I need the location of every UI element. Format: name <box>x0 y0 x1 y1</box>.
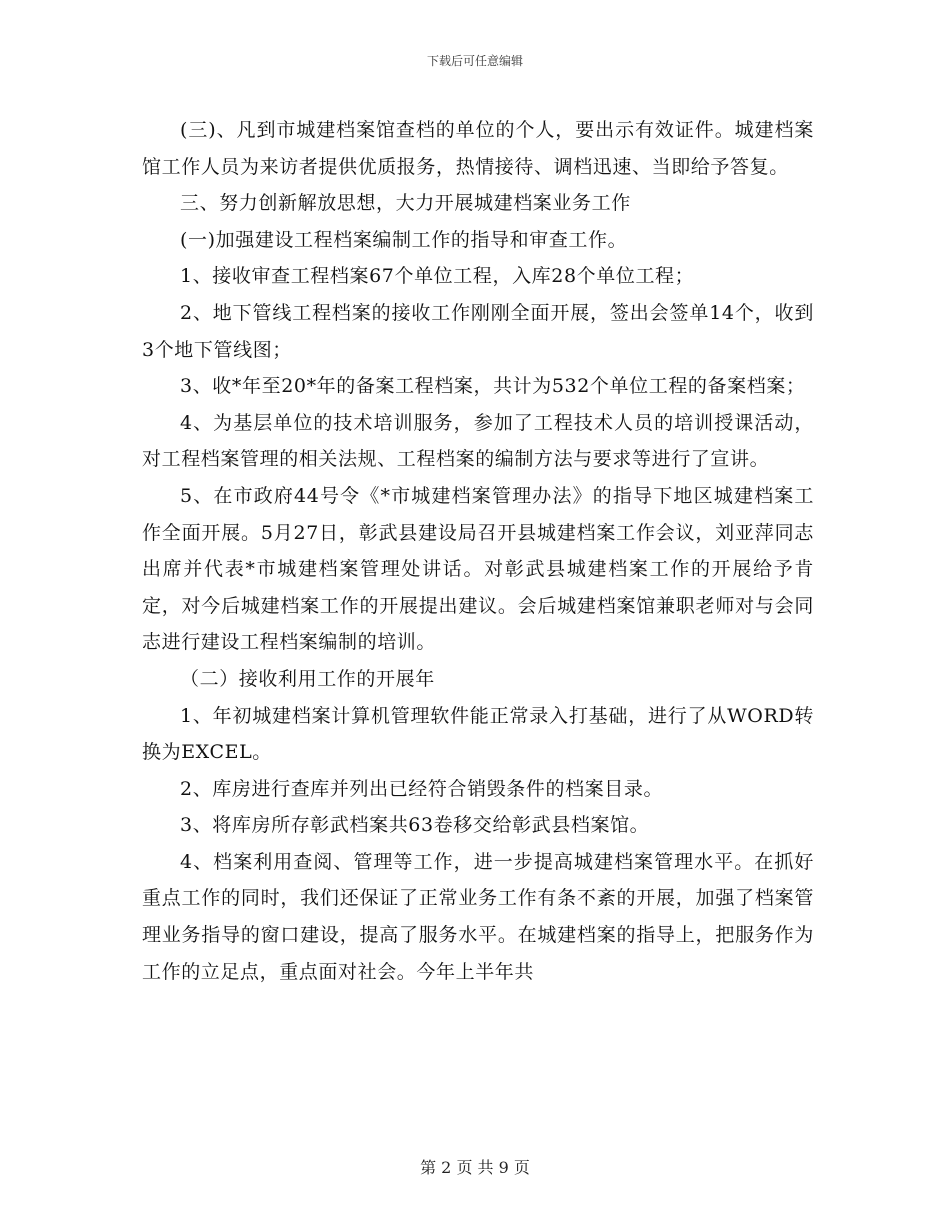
list-item-1: 1、接收审查工程档案67个单位工程，入库28个单位工程； <box>180 265 695 288</box>
section-heading-3: 三、努力创新解放思想，大力开展城建档案业务工作 <box>180 192 631 215</box>
list-item-2: 2、地下管线工程档案的接收工作刚刚全面开展，签出会签单14个，收到3个地下管线图； <box>142 301 814 361</box>
subsection-heading-1: (一)加强建设工程档案编制工作的指导和审查工作。 <box>180 228 628 251</box>
list-item-9: 4、档案利用查阅、管理等工作，进一步提高城建档案管理水平。在抓好重点工作的同时，我们还保证了正常业务工作有条不紊的开展，加强了档案管理业务指导的窗口建设，提高了服务水平。在城建档案的指导上，把服务作为工作的立足点，重点面对社会。今年上半年共 <box>142 850 814 983</box>
document-body <box>142 112 814 990</box>
paragraph-1: (三)、凡到市城建档案馆查档的单位的个人，要出示有效证件。城建档案馆工作人员为来访者提供优质报务，热情接待、调档迅速、当即给予答复。 <box>142 119 814 178</box>
list-item-7: 2、库房进行查库并列出已经符合销毁条件的档案目录。 <box>180 777 664 800</box>
list-item-8: 3、将库房所存彰武档案共63卷移交给彰武县档案馆。 <box>180 814 650 837</box>
page-number: 第 2 页 共 9 页 <box>420 1158 530 1177</box>
header-note: 下载后可任意编辑 <box>426 54 523 68</box>
list-item-3: 3、收*年至20*年的备案工程档案，共计为532个单位工程的备案档案； <box>180 375 806 398</box>
list-item-4: 4、为基层单位的技术培训服务，参加了工程技术人员的培训授课活动，对工程档案管理的相关法规、工程档案的编制方法与要求等进行了宣讲。 <box>142 411 814 471</box>
list-item-6: 1、年初城建档案计算机管理软件能正常录入打基础，进行了从WORD转换为EXCEL。 <box>142 704 814 764</box>
list-item-5: 5、在市政府44号令《*市城建档案管理办法》的指导下地区城建档案工作全面开展。5月27日，彰武县建设局召开县城建档案工作会议，刘亚萍同志出席并代表*市城建档案管理处讲话。对彰武县城建档案工作的开展给予肯定，对今后城建档案工作的开展提出建议。会后城建档案馆兼职老师对与会同志进行建设工程档案编制的培训。 <box>142 484 814 654</box>
subsection-heading-2: （二）接收利用工作的开展年 <box>180 667 435 690</box>
